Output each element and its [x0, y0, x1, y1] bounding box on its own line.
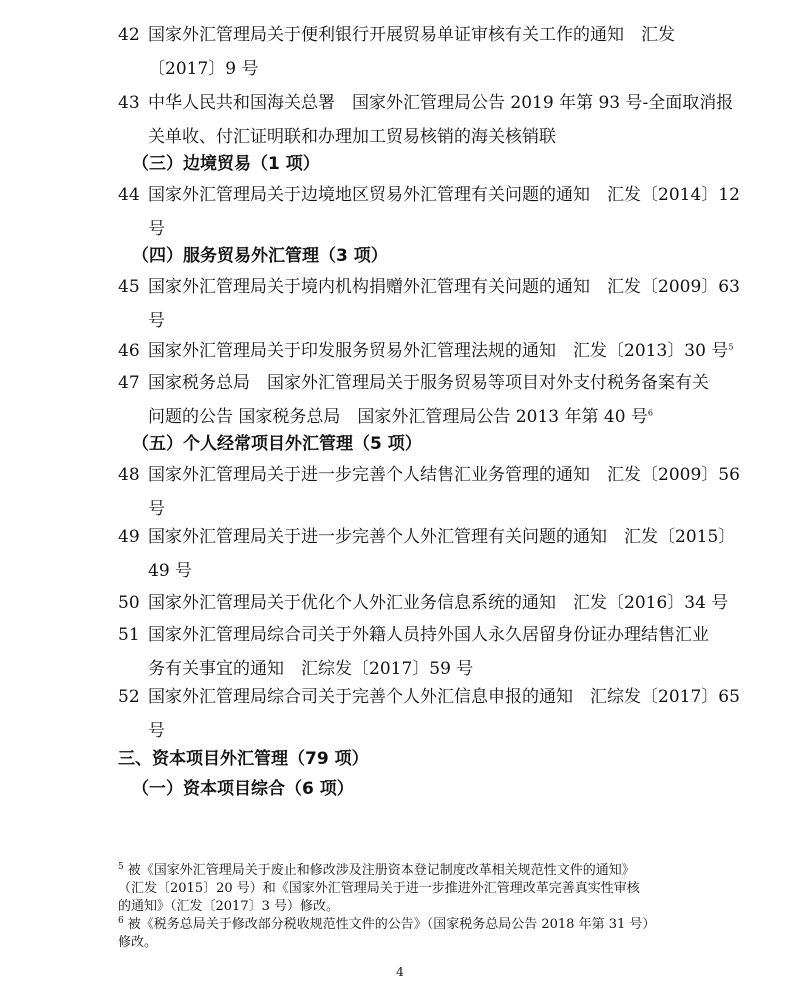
footnote-text: 被《税务总局关于修改部分税收规范性文件的公告》（国家税务总局公告 2018 年第 31 号）	[127, 917, 656, 932]
list-item	[118, 178, 740, 246]
item-number: 52	[118, 687, 140, 707]
item-number: 51	[118, 625, 140, 645]
item-text: 国家外汇管理局关于边境地区贸易外汇管理有关问题的通知 汇发〔2014〕12	[148, 185, 740, 205]
page-number: 4	[396, 965, 404, 979]
footnote-line: 的通知》（汇发〔2017〕3 号）修改。	[118, 899, 339, 914]
footnote-line: （汇发〔2015〕20 号）和《国家外汇管理局关于进一步推进外汇管理改革完善真实性审核	[118, 881, 640, 896]
item-text: 国家外汇管理局关于进一步完善个人结售汇业务管理的通知 汇发〔2009〕56	[148, 465, 740, 485]
item-text: 务有关事宜的通知 汇综发〔2017〕59 号	[148, 659, 474, 679]
item-text: 国家税务总局 国家外汇管理局关于服务贸易等项目对外支付税务备案有关	[148, 373, 709, 393]
item-number: 45	[118, 277, 140, 297]
list-item	[118, 366, 709, 434]
item-number: 50	[118, 593, 140, 613]
item-text	[118, 334, 734, 368]
list-item	[118, 18, 688, 86]
item-text: 号	[148, 311, 165, 331]
footnote	[118, 916, 718, 952]
section-heading: （五）个人经常项目外汇管理（5 项）	[132, 434, 422, 454]
item-number: 43	[118, 93, 140, 113]
list-item	[118, 270, 740, 338]
footnotes	[118, 862, 718, 952]
chapter-heading: 三、资本项目外汇管理（79 项）	[118, 749, 369, 769]
item-text: 国家外汇管理局关于便利银行开展贸易单证审核有关工作的通知 汇发	[148, 25, 675, 45]
footnote-line	[118, 916, 718, 934]
item-text: 〔2017〕9 号	[148, 59, 259, 79]
list-item	[118, 618, 709, 686]
section-heading: （一）资本项目综合（6 项）	[132, 779, 354, 799]
item-text: 国家外汇管理局关于优化个人外汇业务信息系统的通知 汇发〔2016〕34 号	[148, 593, 729, 613]
item-number: 44	[118, 185, 140, 205]
item-number: 46	[118, 341, 140, 361]
footnote	[118, 862, 718, 916]
section-heading: （三）边境贸易（1 项）	[132, 154, 320, 174]
item-text: 号	[148, 721, 165, 741]
list-item	[118, 86, 734, 154]
item-text: 中华人民共和国海关总署 国家外汇管理局公告 2019 年第 93 号-全面取消报	[148, 93, 734, 113]
item-number: 47	[118, 373, 140, 393]
item-text: 号	[148, 499, 165, 519]
item-text	[118, 400, 688, 434]
item-text: 关单收、付汇证明联和办理加工贸易核销的海关核销联	[148, 127, 556, 147]
item-text: 国家外汇管理局关于进一步完善个人外汇管理有关问题的通知 汇发〔2015〕	[148, 527, 736, 547]
section-heading: （四）服务贸易外汇管理（3 项）	[132, 246, 388, 266]
list-item	[118, 680, 740, 748]
item-number: 48	[118, 465, 140, 485]
item-text: 49 号	[148, 561, 193, 581]
item-number: 49	[118, 527, 140, 547]
footnote-text: 被《国家外汇管理局关于废止和修改涉及注册资本登记制度改革相关规范性文件的通知》	[127, 863, 635, 878]
list-item	[118, 520, 736, 588]
item-text-content: 国家外汇管理局关于印发服务贸易外汇管理法规的通知 汇发〔2013〕30 号	[148, 341, 729, 361]
footnote-line: 修改。	[118, 935, 158, 950]
list-item	[118, 586, 729, 620]
footnote-number: 5	[118, 861, 124, 872]
footnote-ref: 6	[647, 408, 654, 418]
item-number: 42	[118, 25, 140, 45]
item-text: 国家外汇管理局综合司关于外籍人员持外国人永久居留身份证办理结售汇业	[148, 625, 709, 645]
item-text: 号	[148, 219, 165, 239]
list-item	[118, 334, 734, 368]
list-item	[118, 458, 740, 526]
footnote-number: 6	[118, 915, 124, 926]
item-text: 国家外汇管理局关于境内机构捐赠外汇管理有关问题的通知 汇发〔2009〕63	[148, 277, 740, 297]
item-text-content: 问题的公告 国家税务总局 国家外汇管理局公告 2013 年第 40 号	[148, 407, 648, 427]
footnote-line	[118, 862, 718, 880]
footnote-ref: 5	[728, 342, 734, 352]
item-text: 国家外汇管理局综合司关于完善个人外汇信息申报的通知 汇综发〔2017〕65	[148, 687, 740, 707]
